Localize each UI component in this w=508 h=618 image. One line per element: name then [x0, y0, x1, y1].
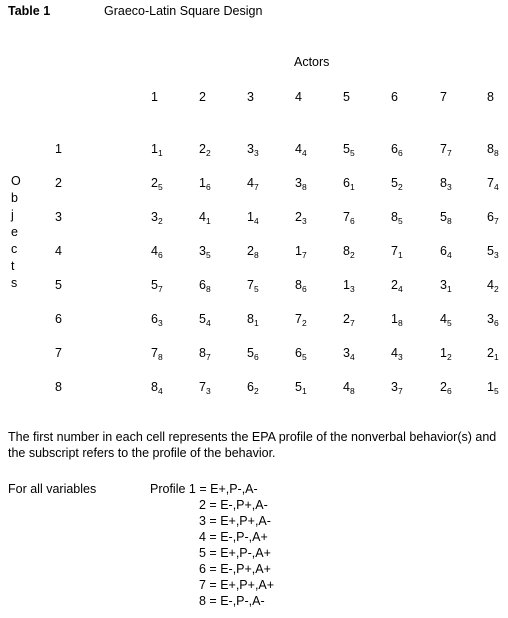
cell-value: 5 [487, 244, 494, 258]
cell-subscript: 1 [446, 284, 452, 294]
cell-subscript: 8 [253, 250, 259, 260]
cell-subscript: 6 [397, 148, 403, 158]
profile-line: 7 = E+,P+,A+ [199, 578, 275, 592]
table-cell [295, 176, 335, 190]
cell-value: 6 [391, 142, 398, 156]
table-cell [199, 278, 239, 292]
cell-value: 4 [391, 346, 398, 360]
cell-value: 7 [343, 210, 350, 224]
column-header: 2 [199, 90, 206, 104]
row-header: 5 [55, 278, 62, 292]
table-cell [487, 210, 508, 224]
cell-value: 1 [295, 244, 302, 258]
cell-value: 5 [247, 346, 254, 360]
table-cell [343, 380, 383, 394]
cell-subscript: 3 [446, 182, 452, 192]
cell-value: 2 [199, 142, 206, 156]
table-cell [343, 210, 383, 224]
cell-subscript: 7 [205, 352, 211, 362]
table-cell [440, 244, 480, 258]
cell-subscript: 1 [349, 182, 355, 192]
table-cell [440, 142, 480, 156]
column-header: 6 [391, 90, 398, 104]
cell-value: 7 [199, 380, 206, 394]
table-cell [247, 244, 287, 258]
cell-value: 4 [440, 312, 447, 326]
cell-subscript: 5 [157, 182, 163, 192]
objects-axis-letter: c [11, 242, 18, 256]
table-cell [247, 176, 287, 190]
cell-value: 2 [487, 346, 494, 360]
table-cell [391, 210, 431, 224]
cell-subscript: 4 [349, 352, 355, 362]
cell-value: 7 [151, 346, 158, 360]
cell-value: 4 [199, 210, 206, 224]
cell-value: 3 [295, 176, 302, 190]
table-cell [440, 210, 480, 224]
table-cell [440, 346, 480, 360]
table-cell [391, 312, 431, 326]
table-cell [391, 244, 431, 258]
cell-subscript: 5 [493, 386, 499, 396]
cell-subscript: 4 [205, 318, 211, 328]
profile-line: 8 = E-,P-,A- [199, 594, 265, 608]
table-cell [391, 346, 431, 360]
cell-subscript: 2 [446, 352, 452, 362]
cell-value: 4 [295, 142, 302, 156]
cell-value: 5 [343, 142, 350, 156]
cell-value: 3 [343, 346, 350, 360]
column-header: 8 [487, 90, 494, 104]
cell-subscript: 1 [301, 386, 307, 396]
cell-value: 1 [247, 210, 254, 224]
table-cell [343, 176, 383, 190]
cell-subscript: 6 [493, 318, 499, 328]
table-label: Table 1 [8, 4, 51, 18]
table-cell [199, 312, 239, 326]
cell-subscript: 8 [349, 386, 355, 396]
table-cell [440, 278, 480, 292]
cell-value: 8 [343, 244, 350, 258]
cell-subscript: 6 [446, 386, 452, 396]
cell-subscript: 3 [157, 318, 163, 328]
cell-value: 7 [487, 176, 494, 190]
table-cell [391, 380, 431, 394]
table-cell [343, 278, 383, 292]
table-cell [151, 244, 191, 258]
cell-subscript: 7 [253, 182, 259, 192]
profile-line: 6 = E-,P+,A+ [199, 562, 271, 576]
table-cell [343, 142, 383, 156]
cell-value: 1 [487, 380, 494, 394]
cell-subscript: 1 [493, 352, 499, 362]
table-cell [151, 312, 191, 326]
cell-subscript: 4 [493, 182, 499, 192]
cell-subscript: 1 [205, 216, 211, 226]
table-cell [440, 380, 480, 394]
cell-value: 2 [343, 312, 350, 326]
cell-subscript: 5 [397, 216, 403, 226]
cell-value: 4 [487, 278, 494, 292]
cell-subscript: 4 [157, 386, 163, 396]
table-cell [343, 312, 383, 326]
cell-subscript: 5 [205, 250, 211, 260]
table-cell [391, 176, 431, 190]
table-title: Graeco-Latin Square Design [104, 4, 263, 18]
cell-subscript: 6 [349, 216, 355, 226]
cell-value: 7 [295, 312, 302, 326]
cell-value: 2 [440, 380, 447, 394]
cell-value: 6 [151, 312, 158, 326]
cell-subscript: 5 [253, 284, 259, 294]
cell-value: 1 [391, 312, 398, 326]
table-note: The first number in each cell represents the EPA profile of the nonverbal behavior(s) and the subscript refers to the profile of the behavior. [8, 430, 497, 460]
objects-axis-letter: t [11, 259, 15, 273]
row-header: 3 [55, 210, 62, 224]
cell-subscript: 8 [157, 352, 163, 362]
table-cell [247, 380, 287, 394]
table-cell [247, 210, 287, 224]
profile-line: 4 = E-,P-,A+ [199, 530, 268, 544]
cell-value: 3 [199, 244, 206, 258]
cell-value: 1 [440, 346, 447, 360]
cell-subscript: 3 [349, 284, 355, 294]
cell-value: 7 [391, 244, 398, 258]
cell-value: 3 [487, 312, 494, 326]
table-cell [440, 312, 480, 326]
table-cell [295, 278, 335, 292]
row-header: 7 [55, 346, 62, 360]
cell-subscript: 7 [493, 216, 499, 226]
table-cell [391, 278, 431, 292]
row-header: 8 [55, 380, 62, 394]
table-cell [199, 210, 239, 224]
cell-value: 6 [487, 210, 494, 224]
cell-value: 5 [391, 176, 398, 190]
table-cell [487, 176, 508, 190]
cell-value: 3 [151, 210, 158, 224]
table-cell [343, 346, 383, 360]
cell-subscript: 6 [253, 352, 259, 362]
cell-value: 8 [487, 142, 494, 156]
table-cell [487, 346, 508, 360]
row-header: 1 [55, 142, 62, 156]
row-header: 4 [55, 244, 62, 258]
objects-axis-letter: j [11, 208, 14, 222]
table-cell [343, 244, 383, 258]
cell-subscript: 8 [446, 216, 452, 226]
cell-value: 6 [199, 278, 206, 292]
cell-value: 4 [247, 176, 254, 190]
column-header: 4 [295, 90, 302, 104]
cell-value: 6 [295, 346, 302, 360]
table-cell [487, 312, 508, 326]
cell-subscript: 3 [205, 386, 211, 396]
cell-subscript: 6 [301, 284, 307, 294]
table-cell [151, 380, 191, 394]
cell-subscript: 3 [493, 250, 499, 260]
cell-value: 4 [343, 380, 350, 394]
table-cell [199, 244, 239, 258]
actors-axis-label: Actors [294, 55, 330, 69]
cell-subscript: 5 [301, 352, 307, 362]
cell-subscript: 6 [205, 182, 211, 192]
table-cell [487, 380, 508, 394]
cell-value: 8 [391, 210, 398, 224]
cell-subscript: 8 [493, 148, 499, 158]
objects-axis-letter: b [11, 191, 18, 205]
column-header: 1 [151, 90, 158, 104]
row-header: 2 [55, 176, 62, 190]
cell-value: 7 [247, 278, 254, 292]
cell-subscript: 2 [349, 250, 355, 260]
variables-label: For all variables [8, 482, 97, 496]
table-cell [199, 380, 239, 394]
table-cell [487, 278, 508, 292]
cell-subscript: 2 [205, 148, 211, 158]
table-cell [295, 346, 335, 360]
cell-value: 2 [151, 176, 158, 190]
cell-subscript: 7 [157, 284, 163, 294]
table-cell [151, 346, 191, 360]
cell-subscript: 2 [397, 182, 403, 192]
cell-subscript: 1 [397, 250, 403, 260]
cell-value: 8 [440, 176, 447, 190]
cell-subscript: 7 [446, 148, 452, 158]
cell-subscript: 7 [349, 318, 355, 328]
cell-value: 1 [199, 176, 206, 190]
cell-value: 8 [151, 380, 158, 394]
table-cell [151, 210, 191, 224]
profile-line: Profile 1 = E+,P-,A- [150, 482, 258, 496]
objects-axis-letter: e [11, 225, 18, 239]
profile-line: 2 = E-,P+,A- [199, 498, 268, 512]
cell-value: 4 [151, 244, 158, 258]
cell-subscript: 1 [253, 318, 259, 328]
cell-value: 2 [247, 244, 254, 258]
cell-value: 6 [247, 380, 254, 394]
table-cell [295, 312, 335, 326]
cell-value: 8 [295, 278, 302, 292]
table-cell [151, 176, 191, 190]
table-cell [440, 176, 480, 190]
table-cell [295, 142, 335, 156]
table-cell [487, 244, 508, 258]
cell-subscript: 5 [446, 318, 452, 328]
table-cell [295, 210, 335, 224]
table-cell [247, 278, 287, 292]
column-header: 5 [343, 90, 350, 104]
cell-value: 3 [440, 278, 447, 292]
cell-value: 1 [151, 142, 158, 156]
objects-axis-letter: O [11, 174, 21, 188]
cell-value: 8 [247, 312, 254, 326]
table-cell [487, 142, 508, 156]
cell-value: 3 [247, 142, 254, 156]
cell-value: 8 [199, 346, 206, 360]
column-header: 3 [247, 90, 254, 104]
cell-subscript: 4 [446, 250, 452, 260]
cell-subscript: 7 [397, 386, 403, 396]
cell-value: 2 [295, 210, 302, 224]
cell-value: 7 [440, 142, 447, 156]
cell-subscript: 2 [301, 318, 307, 328]
column-header: 7 [440, 90, 447, 104]
cell-subscript: 2 [157, 216, 163, 226]
cell-value: 1 [343, 278, 350, 292]
row-header: 6 [55, 312, 62, 326]
cell-subscript: 8 [205, 284, 211, 294]
cell-subscript: 4 [301, 148, 307, 158]
table-cell [247, 142, 287, 156]
objects-axis-letter: s [11, 276, 18, 290]
table-cell [199, 346, 239, 360]
cell-value: 5 [440, 210, 447, 224]
table-cell [295, 244, 335, 258]
cell-value: 6 [440, 244, 447, 258]
cell-subscript: 6 [157, 250, 163, 260]
cell-value: 5 [295, 380, 302, 394]
table-cell [199, 176, 239, 190]
cell-value: 6 [343, 176, 350, 190]
cell-subscript: 8 [301, 182, 307, 192]
cell-subscript: 2 [493, 284, 499, 294]
cell-subscript: 3 [301, 216, 307, 226]
cell-subscript: 8 [397, 318, 403, 328]
cell-value: 2 [391, 278, 398, 292]
table-cell [151, 142, 191, 156]
table-cell [295, 380, 335, 394]
cell-subscript: 3 [397, 352, 403, 362]
cell-value: 5 [151, 278, 158, 292]
profile-line: 5 = E+,P-,A+ [199, 546, 271, 560]
cell-value: 3 [391, 380, 398, 394]
cell-subscript: 2 [253, 386, 259, 396]
table-cell [151, 278, 191, 292]
table-cell [199, 142, 239, 156]
cell-subscript: 4 [397, 284, 403, 294]
cell-subscript: 7 [301, 250, 307, 260]
cell-subscript: 3 [253, 148, 259, 158]
profile-line: 3 = E+,P+,A- [199, 514, 271, 528]
table-cell [247, 346, 287, 360]
cell-value: 5 [199, 312, 206, 326]
table-cell [391, 142, 431, 156]
table-cell [247, 312, 287, 326]
cell-subscript: 5 [349, 148, 355, 158]
cell-subscript: 4 [253, 216, 259, 226]
cell-subscript: 1 [157, 148, 163, 158]
